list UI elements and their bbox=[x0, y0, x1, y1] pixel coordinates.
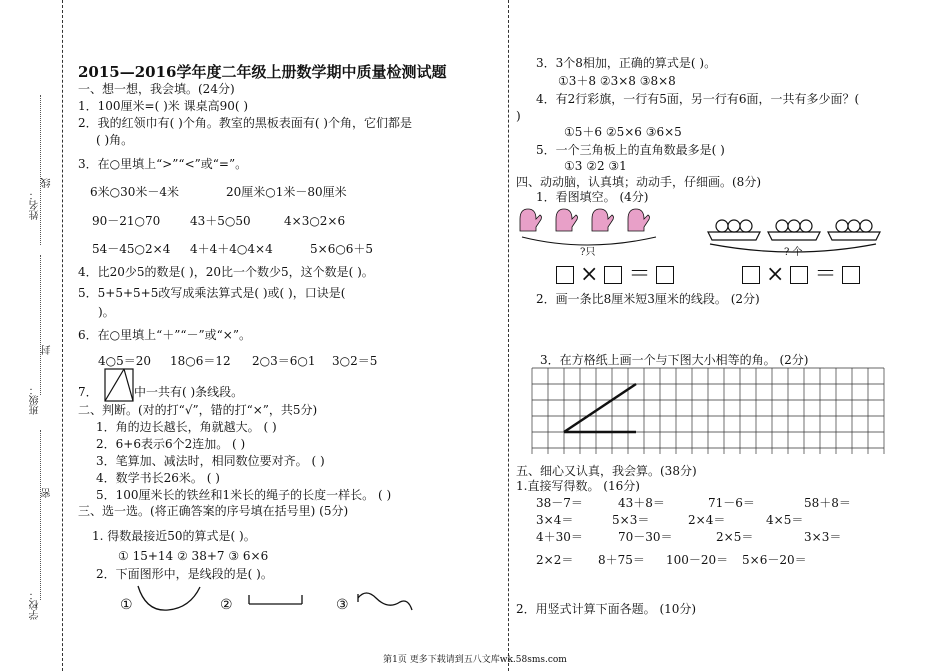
q6-item: 2○3＝6○1 bbox=[252, 354, 316, 368]
segment-figure bbox=[248, 592, 304, 606]
equation-boxes-left bbox=[556, 264, 674, 286]
calc-item: 3×3＝ bbox=[804, 530, 842, 544]
calc-item: 3×4＝ bbox=[536, 513, 574, 527]
column-divider bbox=[508, 0, 509, 671]
angle-side bbox=[564, 384, 636, 432]
calc-item: 38－7＝ bbox=[536, 496, 583, 510]
calc-item: 2×2＝ bbox=[536, 553, 574, 567]
cakes-question-label: ? 个 bbox=[784, 247, 803, 258]
draw-2: 2．画一条比8厘米短3厘米的线段。 (2分) bbox=[536, 292, 760, 306]
q3-item: 54－45○2×4 bbox=[92, 242, 171, 256]
calc-item: 58＋8＝ bbox=[804, 496, 851, 510]
calc-item: 4×5＝ bbox=[766, 513, 804, 527]
grid-paper bbox=[532, 368, 884, 456]
calc-1-heading: 1.直接写得数。 (16分) bbox=[516, 479, 640, 493]
q3-item: 5×6○6＋5 bbox=[310, 242, 374, 256]
calc-item: 8＋75＝ bbox=[598, 553, 645, 567]
section-3-heading: 三、选一选。(将正确答案的序号填在括号里) (5分) bbox=[78, 504, 349, 518]
question-7: 7． bbox=[78, 385, 98, 399]
judge-5: 5．100厘米长的铁丝和1米长的绳子的长度一样长。 ( ) bbox=[96, 488, 392, 502]
answer-box[interactable] bbox=[556, 266, 574, 284]
choice-2-option: ① bbox=[120, 597, 133, 613]
class-label: 班级： bbox=[30, 385, 41, 415]
page-title: 2015—2016学年度二年级上册数学期中质量检测试题 bbox=[78, 63, 447, 81]
section-5-heading: 五、细心又认真，我会算。(38分) bbox=[516, 464, 697, 478]
choice-2-option: ③ bbox=[336, 597, 349, 613]
calc-2-heading: 2．用竖式计算下面各题。 (10分) bbox=[516, 602, 697, 616]
equals-sign: ＝ bbox=[814, 262, 837, 287]
binding-dotted-line bbox=[40, 430, 41, 600]
calc-item: 43＋8＝ bbox=[618, 496, 665, 510]
wavy-figure bbox=[356, 588, 416, 614]
curve-figure bbox=[136, 584, 202, 614]
choice-4: 4．有2行彩旗，一行有5面，另一行有6面，一共有多少面？( bbox=[536, 92, 860, 106]
question-6: 6．在○里填上“＋”“－”或“×”。 bbox=[78, 328, 251, 342]
q3-item: 6米○30米－4米 bbox=[90, 185, 180, 199]
q3-item: 4＋4＋4○4×4 bbox=[190, 242, 273, 256]
calc-item: 5×6－20＝ bbox=[742, 553, 807, 567]
q6-item: 4○5＝20 bbox=[98, 354, 152, 368]
page-footer: 第1页 更多下载请到五八文库wk.58sms.com bbox=[383, 655, 567, 665]
choice-5-options: ①3 ②2 ③1 bbox=[564, 159, 627, 173]
school-label: 学校： bbox=[30, 590, 41, 620]
section-2-heading: 二、判断。(对的打“√”，错的打“×”，共5分) bbox=[78, 403, 318, 417]
judge-1: 1．角的边长越长，角就越大。 ( ) bbox=[96, 420, 277, 434]
equals-sign: ＝ bbox=[628, 262, 651, 287]
choice-3-options: ①3＋8 ②3×8 ③8×8 bbox=[558, 74, 676, 88]
binding-cut-line bbox=[62, 0, 63, 671]
choice-1-options: ① 15+14 ② 38+7 ③ 6×6 bbox=[118, 549, 269, 563]
choice-5: 5．一个三角板上的直角数最多是( ) bbox=[536, 143, 725, 157]
mi-label: 密 bbox=[42, 488, 53, 498]
triangle-figure bbox=[104, 368, 136, 404]
draw-1: 1．看图填空。 (4分) bbox=[536, 190, 649, 204]
choice-2-option: ② bbox=[220, 597, 233, 613]
binding-dotted-line bbox=[40, 95, 41, 245]
calc-item: 4＋30＝ bbox=[536, 530, 583, 544]
calc-item: 2×5＝ bbox=[716, 530, 754, 544]
calc-item: 2×4＝ bbox=[688, 513, 726, 527]
answer-box[interactable] bbox=[656, 266, 674, 284]
choice-1: 1. 得数最接近50的算式是( )。 bbox=[92, 529, 256, 543]
section-4-heading: 四、动动脑，认真填；动动手，仔细画。(8分) bbox=[516, 175, 761, 189]
calc-item: 70－30＝ bbox=[618, 530, 673, 544]
xian-label: 线 bbox=[42, 178, 53, 188]
question-3: 3．在○里填上“>”“<”或“=”。 bbox=[78, 157, 248, 171]
question-5-cont: )。 bbox=[98, 305, 115, 319]
calc-item: 100－20＝ bbox=[666, 553, 729, 567]
question-5: 5．5+5+5+5改写成乘法算式是( )或( )，口诀是( bbox=[78, 286, 346, 300]
calc-item: 71－6＝ bbox=[708, 496, 755, 510]
q3-item: 4×3○2×6 bbox=[284, 214, 346, 228]
times-sign: × bbox=[580, 262, 599, 287]
question-2-cont: ( )角。 bbox=[96, 133, 134, 147]
q6-item: 18○6＝12 bbox=[170, 354, 231, 368]
question-4: 4．比20少5的数是( )，20比一个数少5，这个数是( )。 bbox=[78, 265, 374, 279]
right-column bbox=[516, 0, 936, 671]
answer-box[interactable] bbox=[790, 266, 808, 284]
feng-label: 封 bbox=[42, 345, 53, 355]
judge-4: 4．数学书长26米。 ( ) bbox=[96, 471, 220, 485]
q6-item: 3○2＝5 bbox=[332, 354, 378, 368]
judge-2: 2．6+6表示6个2连加。 ( ) bbox=[96, 437, 246, 451]
question-7-text: 中一共有( )条线段。 bbox=[134, 385, 244, 399]
draw-3: 3．在方格纸上画一个与下图大小相等的角。 (2分) bbox=[540, 353, 809, 367]
times-sign: × bbox=[766, 262, 785, 287]
answer-box[interactable] bbox=[604, 266, 622, 284]
name-label: 姓名： bbox=[30, 190, 41, 220]
gloves-question-label: ?只 bbox=[580, 247, 596, 258]
left-column bbox=[78, 0, 508, 671]
section-1-heading: 一、想一想，我会填。(24分) bbox=[78, 82, 235, 96]
choice-3: 3．3个8相加，正确的算式是( )。 bbox=[536, 56, 717, 70]
q3-item: 43＋5○50 bbox=[190, 214, 251, 228]
question-1: 1．100厘米=( )米 课桌高90( ) bbox=[78, 99, 249, 113]
q3-item: 20厘米○1米－80厘米 bbox=[226, 185, 347, 199]
answer-box[interactable] bbox=[742, 266, 760, 284]
choice-4-options: ①5＋6 ②5×6 ③6×5 bbox=[564, 125, 682, 139]
binding-dotted-line bbox=[40, 255, 41, 395]
q3-item: 90－21○70 bbox=[92, 214, 161, 228]
choice-2: 2．下面图形中，是线段的是( )。 bbox=[96, 567, 273, 581]
calc-item: 5×3＝ bbox=[612, 513, 650, 527]
equation-boxes-right bbox=[742, 264, 860, 286]
answer-box[interactable] bbox=[842, 266, 860, 284]
choice-4-cont: ) bbox=[516, 109, 521, 123]
question-2: 2．我的红领巾有( )个角。教室的黑板表面有( )个角，它们都是 bbox=[78, 116, 412, 130]
judge-3: 3．笔算加、减法时，相同数位要对齐。 ( ) bbox=[96, 454, 325, 468]
binding-margin bbox=[0, 0, 60, 671]
